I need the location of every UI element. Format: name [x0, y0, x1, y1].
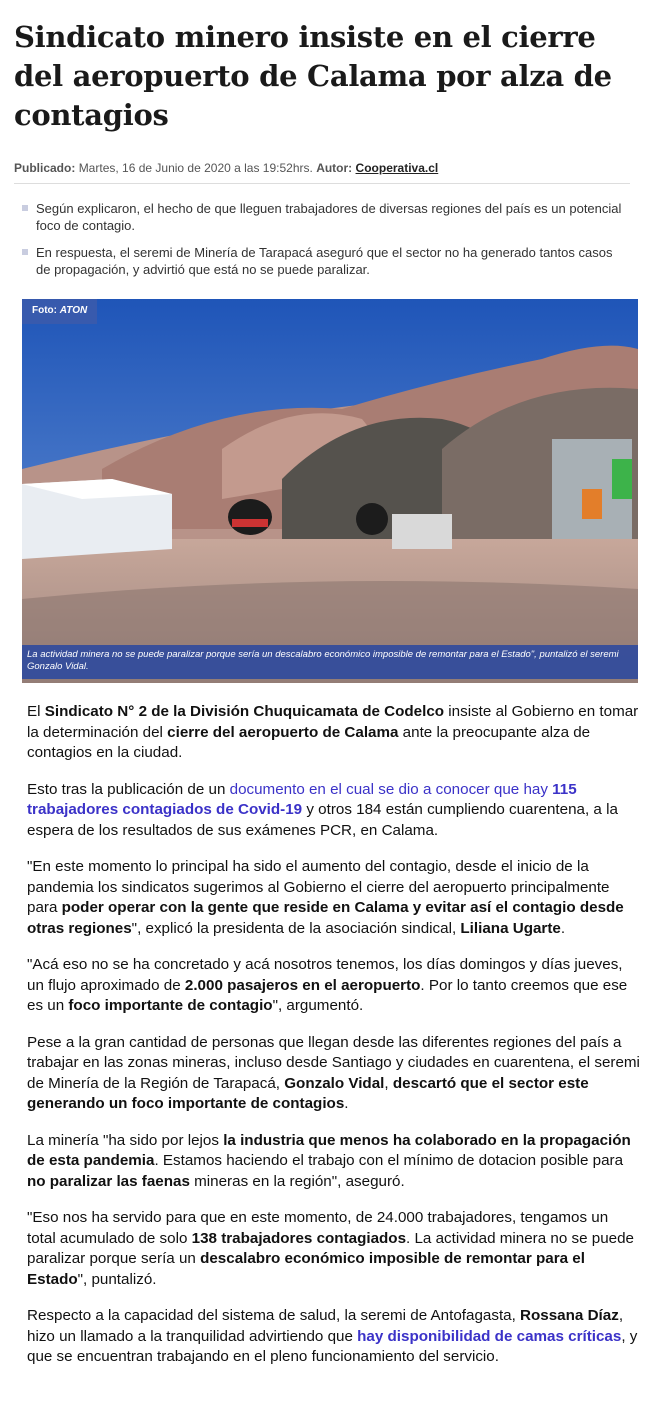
paragraph: La minería "ha sido por lejos la industria que menos ha colaborado en la propagación de esta pandemia. Estamos haciendo el trabajo con el mínimo de dotacion posible para no paralizar las faenas mineras en la región", aseguró.: [27, 1131, 631, 1190]
author-label: Autor:: [316, 161, 353, 175]
published-label: Publicado:: [14, 161, 76, 175]
paragraph: "Acá eso no se ha concretado y acá nosotros tenemos, los días domingos y días jueves, un flujo aproximado de 2.000 pasajeros en el aeropuerto. Por lo tanto creemos que ese es un foco importante de contagio", argumentó.: [27, 956, 628, 1014]
article-photo: [22, 299, 638, 683]
paragraph: Respecto a la capacidad del sistema de salud, la seremi de Antofagasta, Rossana Díaz, hizo un llamado a la tranquilidad advirtiendo que hay disponibilidad de camas críticas, y que se encuentran trabajando en el pleno funcionamiento del servicio.: [27, 1307, 638, 1365]
article-body: [27, 702, 641, 1384]
summary-bullet: En respuesta, el seremi de Minería de Tarapacá aseguró que el sector no ha generado tantos casos de propagación, y advirtió que está no se puede paralizar.: [22, 244, 622, 278]
article-title: Sindicato minero insiste en el cierre del aeropuerto de Calama por alza de contagios: [14, 20, 612, 132]
published-date: Martes, 16 de Junio de 2020 a las 19:52hrs.: [78, 161, 313, 175]
bullet-square-icon: [22, 205, 28, 211]
paragraph: El Sindicato N° 2 de la División Chuquicamata de Codelco insiste al Gobierno en tomar la determinación del cierre del aeropuerto de Calama ante la preocupante alza de contagios en la ciudad.: [27, 703, 639, 761]
document-link[interactable]: documento en el cual se dio a conocer que hay 115 trabajadores contagiados de Covid-19: [27, 780, 577, 818]
photo-credit: Foto: ATON: [22, 299, 97, 324]
author-link[interactable]: Cooperativa.cl: [355, 161, 439, 175]
photo-caption: La actividad minera no se puede paralizar porque sería un descalabro económico imposible de remontar para el Estado", puntalizó el seremi Gonzalo Vidal.: [22, 645, 638, 679]
paragraph: "En este momento lo principal ha sido el aumento del contagio, desde el inicio de la pandemia los sindicatos sugerimos al Gobierno el cierre del aeropuerto principalmente para poder operar con la gente que reside en Calama y evitar así el contagio desde otras regiones", explicó la presidenta de la asociación sindical, Liliana Ugarte.: [27, 858, 624, 937]
paragraph: "Eso nos ha servido para que en este momento, de 24.000 trabajadores, tengamos un total acumulado de solo 138 trabajadores contagiados. La actividad minera no se puede paralizar porque sería un descalabro económico imposible de remontar para el Estado", puntalizó.: [27, 1209, 634, 1288]
summary-bullets: [22, 200, 622, 288]
camas-criticas-link[interactable]: hay disponibilidad de camas críticas: [357, 1327, 622, 1345]
article-meta: [14, 161, 630, 184]
bullet-square-icon: [22, 249, 28, 255]
summary-bullet: Según explicaron, el hecho de que lleguen trabajadores de diversas regiones del país es un potencial foco de contagio.: [22, 200, 622, 234]
paragraph: Pese a la gran cantidad de personas que llegan desde las diferentes regiones del país a trabajar en las zonas mineras, incluso desde Santiago y ciudades en cuarentena, el seremi de Minería de la Región de Tarapacá, Gonzalo Vidal, descartó que el sector este generando un foco importante de contagios.: [27, 1033, 640, 1112]
paragraph: Esto tras la publicación de un documento en el cual se dio a conocer que hay 115 trabajadores contagiados de Covid-19 y otros 184 están cumpliendo cuarentena, a la espera de los resultados de sus exámenes PCR, en Calama.: [27, 780, 618, 839]
